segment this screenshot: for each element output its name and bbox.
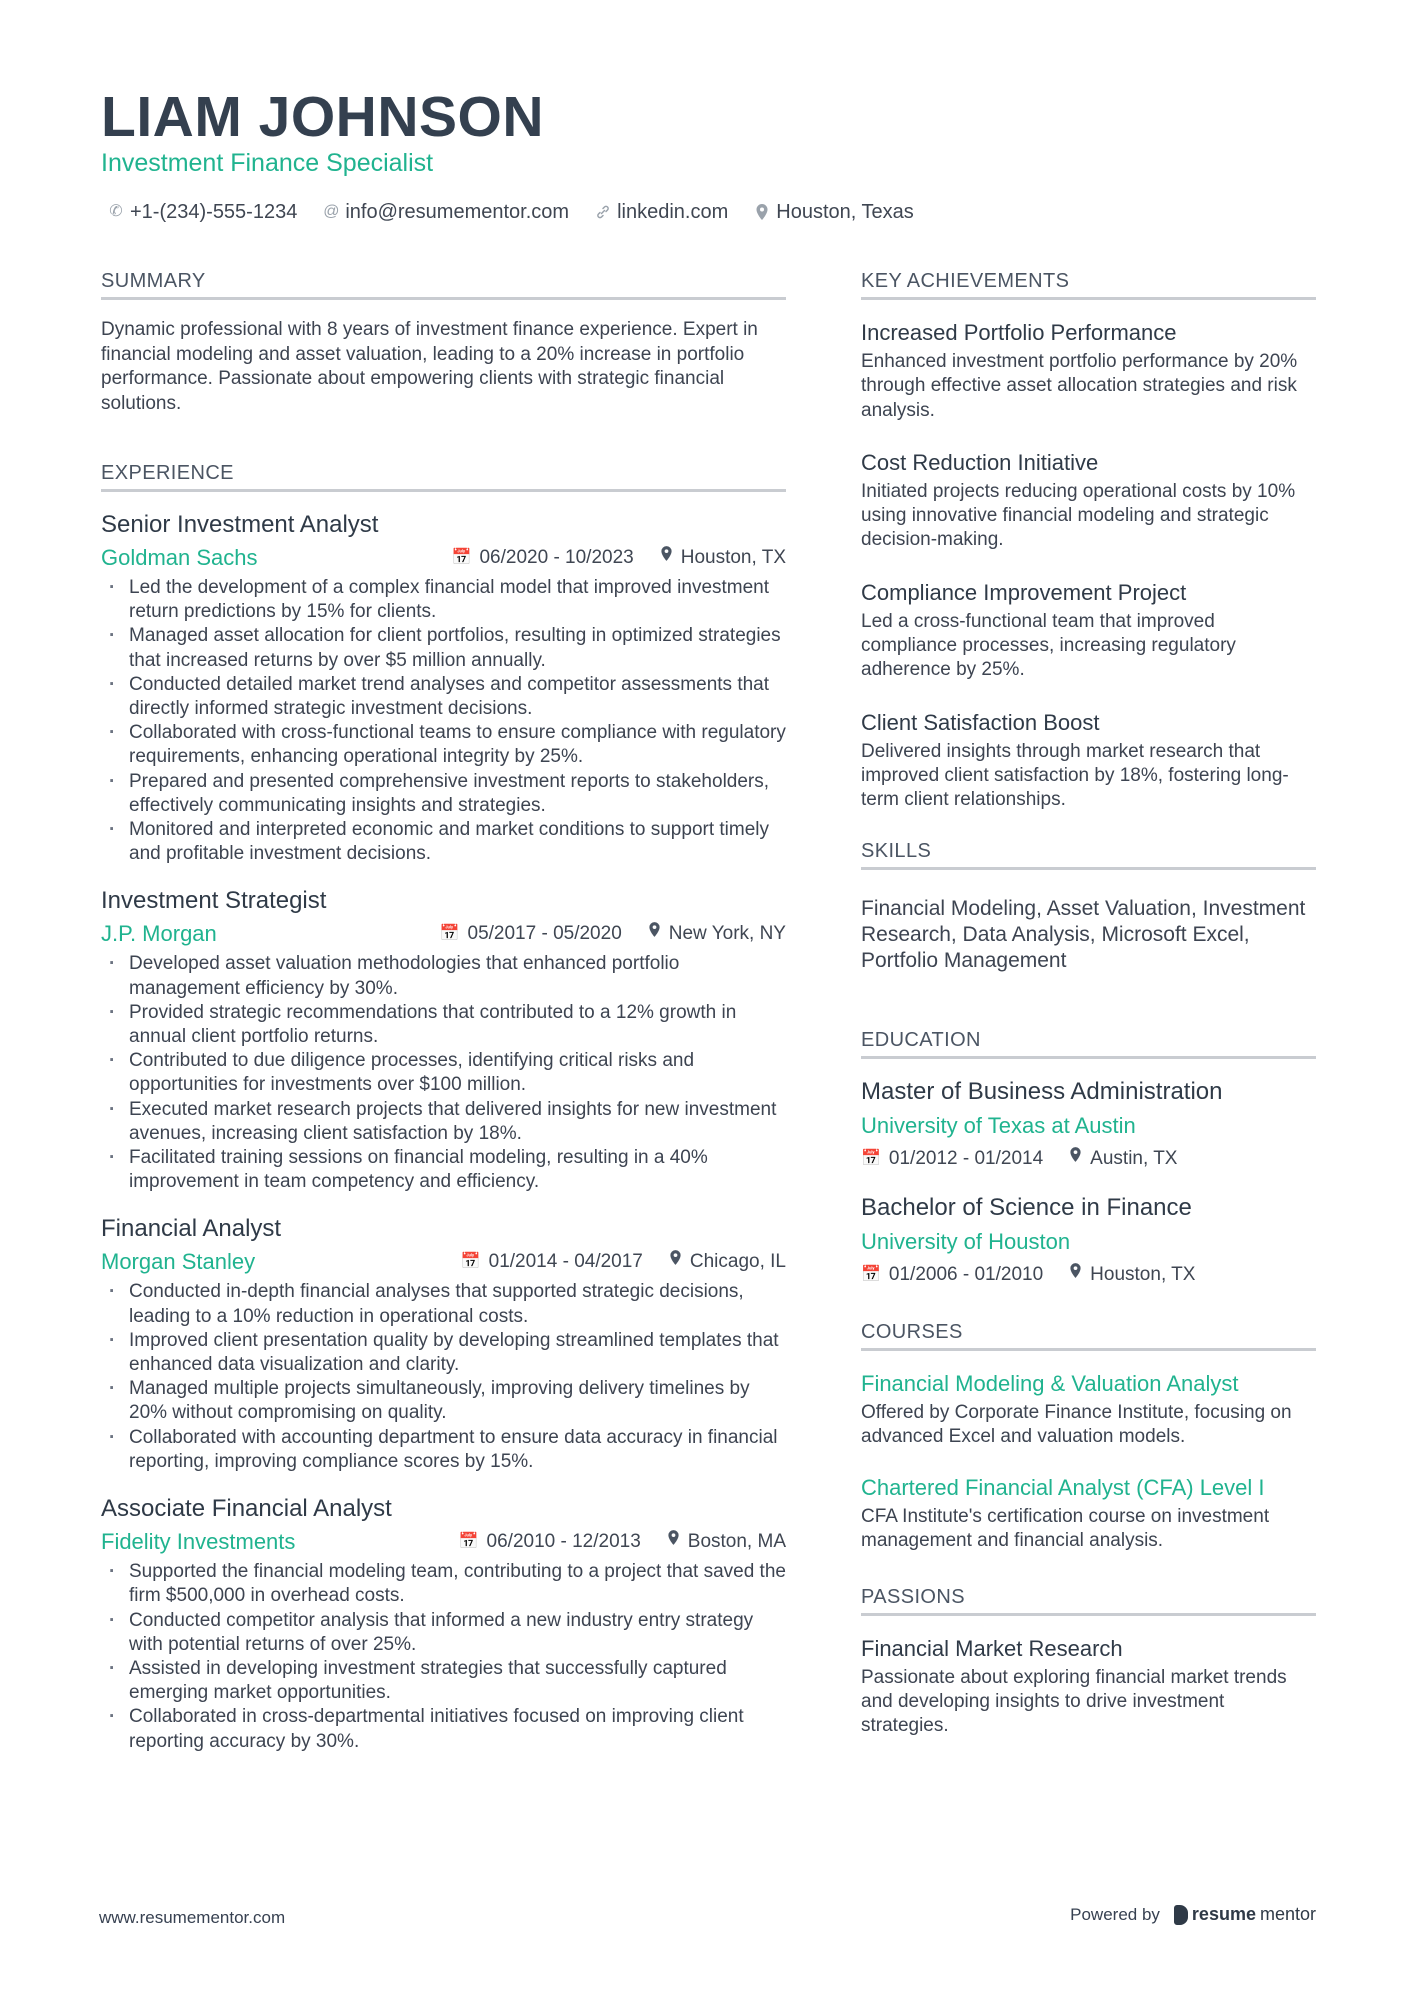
achievement-item (861, 318, 1316, 423)
job-bullet: · Improved client presentation quality by developing streamlined templates that enhanced data visualization and clarity. (101, 1329, 786, 1377)
passion-desc: Passionate about exploring financial market trends and developing insights to drive investment strategies. (861, 1666, 1287, 1737)
at-icon: @ (323, 203, 340, 220)
job-bullet: · Executed market research projects that delivered insights for new investment avenues, increasing client satisfaction by 18%. (101, 1098, 786, 1146)
experience-section (101, 460, 786, 1754)
job-bullet: · Conducted in-depth financial analyses that supported strategic decisions, leading to a 10% reduction in operational costs. (101, 1280, 786, 1328)
job-title: Associate Financial Analyst (101, 1495, 392, 1523)
brand-name-light: mentor (1259, 1904, 1316, 1924)
education-degree: Bachelor of Science in Finance (861, 1193, 1192, 1221)
passion-title: Financial Market Research (861, 1635, 1123, 1661)
job-company: Morgan Stanley (101, 1249, 256, 1275)
courses-section (861, 1319, 1316, 1554)
calendar-icon: 📅 (458, 1533, 479, 1551)
contact-linkedin[interactable] (595, 198, 728, 226)
location-icon (669, 1248, 682, 1276)
education-item (861, 1193, 1316, 1289)
job-company: Fidelity Investments (101, 1529, 296, 1555)
location-icon (754, 203, 770, 221)
contact-location (754, 198, 914, 226)
location-icon (667, 1528, 680, 1556)
achievements-heading: KEY ACHIEVEMENTS (861, 268, 1316, 300)
job-bullet: · Collaborated with accounting department to ensure data accuracy in financial reporting, improving compliance scores by 15%. (101, 1426, 786, 1474)
job-company: J.P. Morgan (101, 921, 217, 947)
job-bullets (101, 952, 786, 1194)
contact-location-text: Houston, Texas (776, 201, 914, 223)
footer-url[interactable]: www.resumementor.com (99, 1908, 286, 1927)
job-bullet: · Facilitated training sessions on financial modeling, resulting in a 40% improvement in team competency and efficiency. (101, 1146, 786, 1194)
job-bullet: · Contributed to due diligence processes, identifying critical risks and opportunities for investments over $100 million. (101, 1049, 786, 1097)
calendar-icon: 📅 (439, 925, 460, 943)
achievement-desc: Led a cross-functional team that improved compliance processes, increasing regulatory adherence by 25%. (861, 610, 1236, 681)
achievement-desc: Initiated projects reducing operational costs by 10% using innovative financial modeling and strategic decision-making. (861, 480, 1296, 551)
phone-icon: ✆ (109, 203, 123, 220)
education-heading: EDUCATION (861, 1027, 1316, 1059)
experience-heading: EXPERIENCE (101, 460, 786, 492)
course-desc: CFA Institute's certification course on investment management and financial analysis. (861, 1506, 1270, 1552)
link-icon (595, 204, 611, 220)
summary-section (101, 268, 786, 416)
job-dates: 05/2017 - 05/2020 (467, 923, 622, 945)
candidate-role: Investment Finance Specialist (101, 149, 434, 177)
skills-section (861, 838, 1316, 974)
summary-text: Dynamic professional with 8 years of investment finance experience. Expert in financial modeling and asset valuation, leading to a 20% increase in portfolio performance. Passionate about empowering clients with strategic financial solutions. (101, 319, 758, 414)
education-school: University of Texas at Austin (861, 1112, 1136, 1138)
job-location: Houston, TX (680, 547, 786, 568)
job-title: Senior Investment Analyst (101, 511, 379, 538)
job-entry (101, 1494, 786, 1754)
education-location: Houston, TX (1090, 1263, 1196, 1285)
calendar-icon: 📅 (861, 1149, 881, 1167)
job-company: Goldman Sachs (101, 545, 258, 570)
achievement-title: Increased Portfolio Performance (861, 320, 1177, 345)
skills-text: Financial Modeling, Asset Valuation, Investment Research, Data Analysis, Microsoft Excel, Portfolio Management (861, 896, 1306, 972)
job-bullet: · Managed asset allocation for client portfolios, resulting in optimized strategies that increased returns by over $5 million annually. (101, 624, 786, 672)
job-bullet: · Supported the financial modeling team, contributing to a project that saved the firm $500,000 in overhead costs. (101, 1560, 786, 1608)
location-icon (1069, 1145, 1082, 1173)
job-entry (101, 886, 786, 1194)
achievement-title: Client Satisfaction Boost (861, 709, 1100, 735)
job-bullets (101, 576, 786, 866)
job-bullet: · Collaborated with cross-functional teams to ensure compliance with regulatory requirements, enhancing operational integrity by 25%. (101, 721, 786, 769)
right-column (861, 268, 1316, 1769)
brand-mark-icon (1174, 1905, 1188, 1925)
job-bullet: · Conducted detailed market trend analyses and competitor assessments that directly informed strategic investment decisions. (101, 673, 786, 721)
job-dates: 01/2014 - 04/2017 (488, 1251, 643, 1273)
education-degree: Master of Business Administration (861, 1077, 1223, 1105)
job-bullet: · Assisted in developing investment strategies that successfully captured emerging market opportunities. (101, 1657, 786, 1705)
achievement-item (861, 578, 1316, 683)
job-title: Investment Strategist (101, 887, 327, 915)
course-title: Financial Modeling & Valuation Analyst (861, 1370, 1239, 1396)
job-bullet: · Led the development of a complex financial model that improved investment return predictions by 15% for clients. (101, 576, 786, 624)
course-desc: Offered by Corporate Finance Institute, focusing on advanced Excel and valuation models. (861, 1401, 1292, 1447)
education-dates: 01/2012 - 01/2014 (888, 1147, 1044, 1169)
calendar-icon: 📅 (460, 1253, 481, 1271)
job-bullet: · Collaborated in cross-departmental initiatives focused on improving client reporting accuracy by 30%. (101, 1705, 786, 1753)
location-icon (1069, 1261, 1082, 1289)
course-item (861, 1369, 1316, 1450)
education-dates: 01/2006 - 01/2010 (888, 1263, 1044, 1285)
summary-heading: SUMMARY (101, 268, 786, 300)
job-bullet: · Managed multiple projects simultaneously, improving delivery timelines by 20% without compromising on quality. (101, 1377, 786, 1425)
powered-by (1070, 1904, 1316, 1925)
location-icon (660, 544, 673, 572)
education-school: University of Houston (861, 1228, 1071, 1254)
job-entry (101, 510, 786, 866)
candidate-name: LIAM JOHNSON (101, 85, 545, 149)
brand-name-bold: resume (1191, 1904, 1256, 1924)
contact-email-text: info@resumementor.com (345, 201, 570, 223)
location-icon (648, 920, 661, 948)
left-column (101, 268, 786, 1784)
passions-heading: PASSIONS (861, 1584, 1316, 1616)
job-bullet: · Monitored and interpreted economic and market conditions to support timely and profitable investment decisions. (101, 818, 786, 866)
job-dates: 06/2020 - 10/2023 (479, 547, 634, 568)
contact-bar (108, 198, 914, 226)
contact-email[interactable] (323, 198, 569, 226)
job-bullet: · Conducted competitor analysis that informed a new industry entry strategy with potential returns of over 25%. (101, 1609, 786, 1657)
passions-section (861, 1584, 1316, 1739)
job-bullet: · Provided strategic recommendations that contributed to a 12% growth in annual client portfolio returns. (101, 1001, 786, 1049)
achievement-desc: Enhanced investment portfolio performance by 20% through effective asset allocation strategies and risk analysis. (861, 351, 1298, 421)
achievement-item (861, 708, 1316, 813)
job-bullet: · Developed asset valuation methodologies that enhanced portfolio management efficiency by 30%. (101, 952, 786, 1000)
education-item (861, 1077, 1316, 1173)
job-location: New York, NY (668, 923, 786, 945)
job-dates: 06/2010 - 12/2013 (486, 1531, 641, 1553)
calendar-icon: 📅 (451, 549, 472, 566)
powered-by-label: Powered by (1070, 1904, 1160, 1924)
courses-heading: COURSES (861, 1319, 1316, 1351)
brand-logo[interactable] (1174, 1904, 1316, 1925)
education-section (861, 1027, 1316, 1289)
job-bullets (101, 1280, 786, 1474)
job-location: Chicago, IL (689, 1251, 786, 1273)
job-title: Financial Analyst (101, 1215, 282, 1243)
skills-heading: SKILLS (861, 838, 1316, 870)
job-bullet: · Prepared and presented comprehensive investment reports to stakeholders, effectively communicating insights and strategies. (101, 770, 786, 818)
job-entry (101, 1214, 786, 1474)
contact-linkedin-text: linkedin.com (617, 201, 729, 223)
job-bullets (101, 1560, 786, 1754)
achievement-item (861, 448, 1316, 553)
contact-phone[interactable] (108, 198, 297, 226)
calendar-icon: 📅 (861, 1265, 881, 1283)
passion-item (861, 1634, 1316, 1739)
education-location: Austin, TX (1090, 1147, 1178, 1169)
contact-phone-text: +1-(234)-555-1234 (130, 201, 298, 223)
job-location: Boston, MA (687, 1531, 786, 1553)
course-title: Chartered Financial Analyst (CFA) Level I (861, 1475, 1265, 1501)
achievements-section (861, 268, 1316, 813)
achievement-title: Cost Reduction Initiative (861, 449, 1099, 475)
course-item (861, 1473, 1316, 1554)
achievement-desc: Delivered insights through market research that improved client satisfaction by 18%, fostering long-term client relationships. (861, 740, 1289, 811)
achievement-title: Compliance Improvement Project (861, 579, 1187, 605)
